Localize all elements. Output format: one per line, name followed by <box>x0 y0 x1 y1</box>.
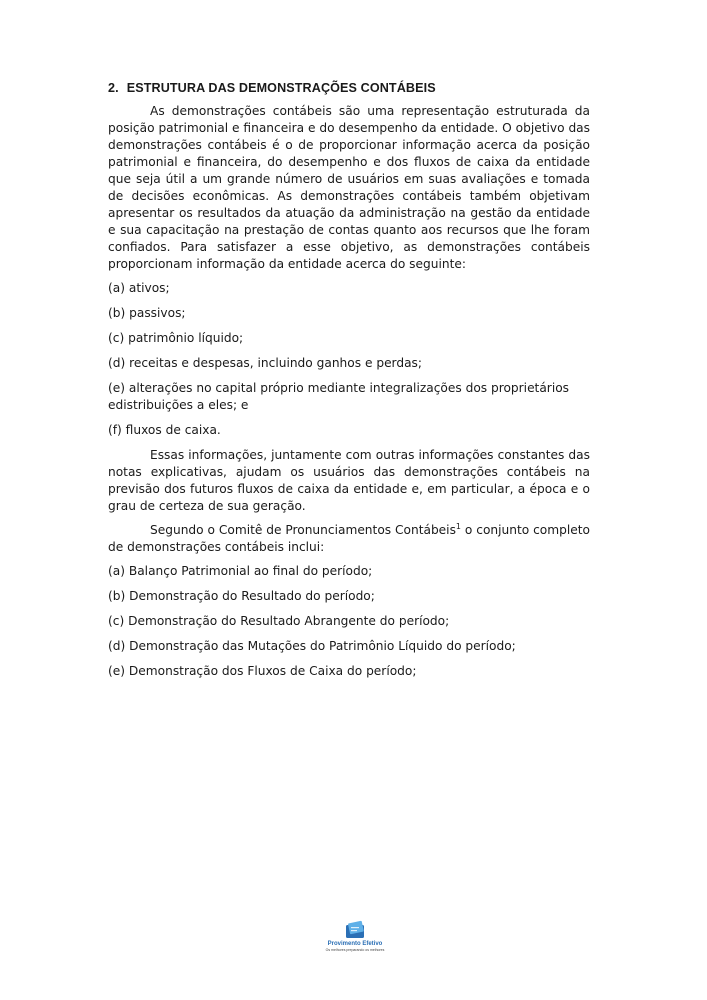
list-item: (d) Demonstração das Mutações do Patrimônio Líquido do período; <box>108 639 516 653</box>
list-item: (e) Demonstração dos Fluxos de Caixa do período; <box>108 664 417 678</box>
list-statements <box>108 563 590 680</box>
paragraph-committee-end: o conjunto completo de demonstrações contábeis inclui: <box>108 523 590 554</box>
list-item: (e) alterações no capital próprio mediante integralizações dos proprietários edistribuições a eles; e <box>108 381 570 412</box>
section-number: 2. <box>108 81 119 95</box>
list-item: (a) Balanço Patrimonial ao final do período; <box>108 564 373 578</box>
paragraph-intro: As demonstrações contábeis são uma representação estruturada da posição patrimonial e financeira e do desempenho da entidade. O objetivo das demonstrações contábeis é o de proporcionar informação acerca da posição patrimonial e financeira, do desempenho e dos fluxos de caixa da entidade que seja útil a um grande número de usuários em suas avaliações e tomada de decisões econômicas. As demonstrações contábeis também objetivam apresentar os resultados da atuação da administração na gestão da entidade e sua capacitação na prestação de contas quanto aos recursos que lhe foram confiados. Para satisfazer a esse objetivo, as demonstrações contábeis proporcionam informação da entidade acerca do seguinte: <box>108 104 590 271</box>
list-item: (c) Demonstração do Resultado Abrangente do período; <box>108 614 450 628</box>
list-item: (b) Demonstração do Resultado do período; <box>108 589 375 603</box>
footer-logo <box>320 920 390 956</box>
section-title: ESTRUTURA DAS DEMONSTRAÇÕES CONTÁBEIS <box>126 81 436 95</box>
paragraph-committee <box>108 522 590 556</box>
footnote-marker: 1 <box>455 521 462 531</box>
paragraph-committee-start: Segundo o Comitê de Pronunciamentos Contábeis <box>150 523 456 537</box>
list-item: (b) passivos; <box>108 306 186 320</box>
list-item: (d) receitas e despesas, incluindo ganhos e perdas; <box>108 356 423 370</box>
logo-name: Provimento Efetivo <box>327 941 383 947</box>
list-item: (c) patrimônio líquido; <box>108 331 244 345</box>
list-item: (f) fluxos de caixa. <box>108 423 221 437</box>
paragraph-explanatory-notes: Essas informações, juntamente com outras informações constantes das notas explicativas, ajudam os usuários das demonstrações contábeis na previsão dos futuros fluxos de caixa da entidade e, em particular, a época e o grau de certeza de sua geração. <box>108 448 590 513</box>
logo-tagline: Os melhores preparando os melhores <box>325 948 385 952</box>
document-page <box>108 80 590 688</box>
books-logo-icon <box>344 920 366 940</box>
section-heading <box>108 80 590 97</box>
list-item: (a) ativos; <box>108 281 170 295</box>
list-information-items <box>108 280 590 439</box>
